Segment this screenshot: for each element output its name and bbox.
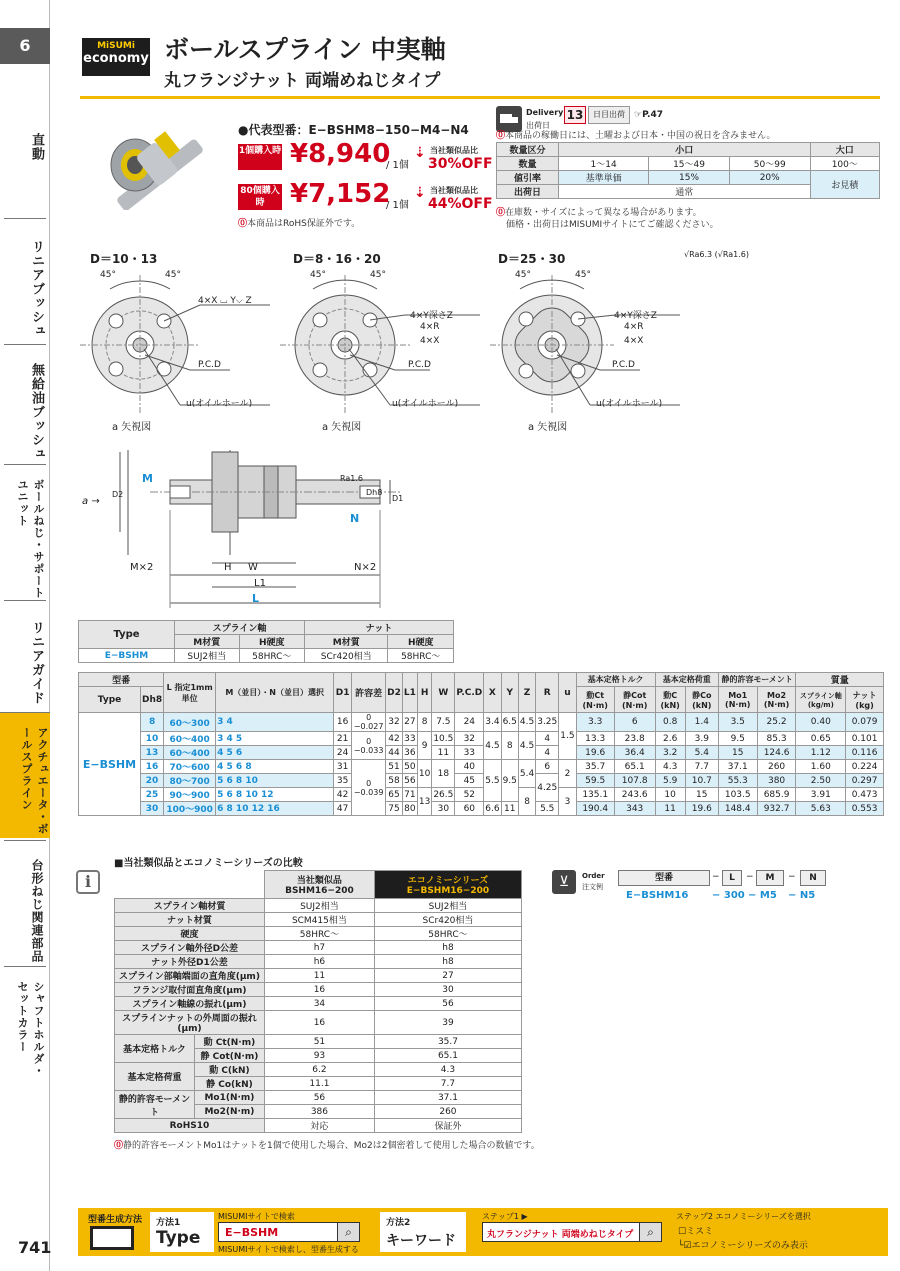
hole-r-label: 4×R	[624, 322, 644, 332]
side-l-label: L	[252, 592, 260, 605]
sidebar-tab-oilfree-bushing[interactable]: 無給油ブッシュ	[4, 344, 46, 464]
order-value-n: − N5	[788, 890, 816, 901]
step2-label: ステップ2 エコノミーシリーズを選択	[676, 1212, 811, 1221]
delivery-table: 数量区分 小口 大口 数量 1〜14 15〜49 50〜99 100〜 値引率 基準単価 15% 20% お見積 出荷日 通常	[496, 142, 880, 199]
rohs-note: ⓪本商品はRoHS保証外です。	[238, 219, 361, 229]
end-view-3	[490, 265, 690, 435]
method-label: 型番生成方法	[88, 1215, 143, 1225]
side-n-label: N	[350, 512, 360, 525]
warning-icon: ⓪	[496, 131, 506, 141]
m1-search-box[interactable]: E−BSHM ⌕	[218, 1222, 360, 1242]
table-row: 16 70〜600 4 5 6 8 31 0 −0.039 51 50 10 18 40 5.5 9.5 5.4 6 2 35.7 65.1 4.3 7.7 37.1 260 1.60 0.224	[79, 760, 884, 774]
delivery-foot-1: ⓪在庫数・サイズによって異なる場合があります。	[496, 208, 702, 218]
cart-icon: ⊻	[552, 870, 576, 894]
tier2-badge: 80個購入時	[238, 184, 282, 210]
delivery-foot-2: 価格・出荷日はMISUMIサイトにてご確認ください。	[506, 220, 719, 230]
view-label: a 矢視図	[112, 422, 152, 433]
warning-icon: ⓪	[238, 219, 248, 229]
view-label: a 矢視図	[528, 422, 568, 433]
order-value-model: E−BSHM16	[626, 890, 689, 901]
tier2-off: 44%OFF	[428, 196, 493, 212]
oil-hole-label: u(オイルホール)	[392, 399, 459, 409]
page-subtitle: 丸フランジナット 両端めねじタイプ	[164, 71, 441, 91]
side-d1-label: D1	[392, 494, 404, 503]
angle-label: 45°	[515, 270, 531, 280]
delivery-label-en: Delivery	[526, 108, 564, 117]
side-w-label: W	[248, 562, 258, 573]
search-icon[interactable]: ⌕	[639, 1223, 661, 1241]
order-value-l: − 300	[712, 890, 745, 901]
drawing-2-title: D＝8・16・20	[293, 252, 381, 266]
chapter-sidebar	[0, 0, 50, 1271]
order-value-m: − M5	[748, 890, 777, 901]
misumi-economy-logo: MiSUMi economy	[82, 38, 150, 76]
delivery-label-jp: 出荷日	[526, 121, 550, 130]
end-view-1	[80, 265, 280, 435]
material-table: Type スプライン軸 ナット M材質 H硬度 M材質 H硬度 E−BSHM SUJ2相当 58HRC〜 SCr420相当 58HRC〜	[78, 620, 454, 663]
delivery-days: 13	[564, 106, 586, 124]
angle-label: 45°	[165, 270, 181, 280]
compare-title: ■当社類似品とエコノミーシリーズの比較	[114, 858, 303, 869]
compare-table: 当社類似品 BSHM16−200 エコノミーシリーズ E−BSHM16−200 スプライン軸材質 SUJ2相当 SUJ2相当 ナット材質 SCM415相当 SCr420相当 硬度 58HRC〜 58HRC〜 スプライン軸外径D公差 h7 h8 ナット外径D1公差 h6 h8 スプライン部軸端面の直角度(μm) 11 27 フランジ取付面直角度(μm) 16 30 スプライン軸線の振れ(μm) 34 56 スプラインナットの外周面の振れ(μm) 16 39 基本定格トルク 動 Ct(N·m) 51 35.7 静 Cot(N·m) 93 65.1 基本定格荷重 動 C(kN) 6.2 4.3 静 Co(kN) 11.1 7.7 静的許容モーメント Mo1(N·m) 56 37.1 Mo2(N·m) 386 260 RoHS10 対応 保証外	[114, 870, 522, 1133]
down-arrow-icon: ⇣	[414, 185, 426, 201]
view-label: a 矢視図	[322, 422, 362, 433]
table-row: 10 60〜400 3 4 5 21 0 −0.033 42 33 9 10.5 32 4.5 8 4.5 4 13.3 23.8 2.6 3.9 9.5 85.3 0.65 0.101	[79, 732, 884, 746]
hole-spec-1: 4×X ⌴ Y⌵ Z	[198, 296, 252, 306]
table-row: E−BSHM 8 60〜300 3 4 16 0 −0.027 32 27 8 7.5 24 3.4 6.5 4.5 3.25 1.5 3.3 6 0.8 1.4 3.5 25.2 0.40 0.079	[79, 713, 884, 732]
order-label-jp: 注文例	[582, 883, 603, 891]
end-view-2	[280, 265, 490, 435]
method1-box: 方法1 Type	[150, 1212, 214, 1252]
pcd-label: P.C.D	[198, 360, 221, 370]
delivery-ref[interactable]: ☞P.47	[634, 110, 663, 120]
delivery-note: ⓪本商品の稼働日には、土曜および日本・中国の祝日を含みません。	[496, 131, 776, 141]
order-header-l: L	[722, 870, 742, 886]
warning-icon: ⓪	[114, 1141, 124, 1151]
side-ra-label: Ra1.6	[340, 474, 364, 483]
oil-hole-label: u(オイルホール)	[186, 399, 253, 409]
representative-model: ●代表型番：E−BSHM8−150−M4−N4	[238, 123, 469, 137]
info-icon: i	[76, 870, 100, 894]
option-misumi[interactable]: ☐ミスミ	[678, 1227, 714, 1237]
option-economy[interactable]: └☑エコノミーシリーズのみ表示	[678, 1241, 808, 1251]
tier2-price: ¥7,152	[290, 179, 391, 209]
method2-box: 方法2 キーワード	[380, 1212, 466, 1252]
sidebar-tab-ballscrew[interactable]: ボールねじ・サポートユニット	[4, 464, 46, 600]
table-row: 20 80〜700 5 6 8 10 35 58 56 45 4.25 59.5 107.8 5.9 10.7 55.3 380 2.50 0.297	[79, 774, 884, 788]
product-photo	[80, 105, 230, 210]
angle-label: 45°	[370, 270, 386, 280]
tier2-unit: / 1個	[386, 200, 409, 211]
angle-label: 45°	[310, 270, 326, 280]
warning-icon: ⓪	[496, 208, 506, 218]
delivery-days-label: 日目出荷	[588, 106, 630, 124]
page-number: 741	[18, 1238, 52, 1257]
book-icon: ☞	[634, 110, 643, 120]
drawing-1-title: D＝10・13	[90, 252, 158, 266]
sidebar-tab-linear-motion[interactable]: 直動	[29, 133, 44, 161]
monitor-icon	[90, 1226, 134, 1250]
roughness-symbols: √Ra6.3 (√Ra1.6)	[684, 250, 750, 259]
step1-label: ステップ1 ▶	[482, 1212, 528, 1221]
hole-r-label: 4×R	[420, 322, 440, 332]
side-m2-label: M×2	[130, 562, 154, 573]
order-header-model: 型番	[618, 870, 710, 886]
tier2-compare: 当社類似品比	[430, 186, 478, 195]
tier1-badge: 1個購入時	[238, 144, 282, 170]
sidebar-tab-shaft-holder[interactable]: シャフトホルダ・セットカラー	[4, 966, 46, 1086]
table-row: 25 90〜900 5 6 8 10 12 42 65 71 13 26.5 52 8 3 135.1 243.6 10 15 103.5 685.9 3.91 0.473	[79, 788, 884, 802]
pcd-label: P.C.D	[408, 360, 431, 370]
side-m-label: M	[142, 472, 153, 485]
bottom-search-bar	[78, 1208, 888, 1256]
order-header-n: N	[800, 870, 826, 886]
tier1-unit: / 1個	[386, 160, 409, 171]
side-n2-label: N×2	[354, 562, 377, 573]
spec-table: 型番 L 指定1mm単位 M（並目）・N（並目）選択 D1 許容差 D2 L1 H W P.C.D X Y Z R u 基本定格トルク 基本定格荷重 静的許容モーメント 質量 Type Dh8 動Ct (N·m) 静Cot (N·m) 動C (kN) 静Co (kN) Mo1 (N·m) Mo2 (N·m) スプライン軸 (kg/m) ナット (kg) E−BSHM 8 60〜300 3 4 16 0 −0.027 32 27 8 7.5 24 3.4 6.5 4.5 3.25 1.5 3.3 6 0.8 1.4 3.5 25.2 0.40 0.079 10 60〜400 3 4 5 21 0 −0.033 42 33 9 10.5 32 4.5 8 4.5 4 13.3 23.8 2.6 3.9 9.5 85.3 0.65 0.101 13 60〜400 4 5 6 24 44 36 11 33 4 19.6 36.4 3.2 5.4 15 124.6 1.12 0.116 16 70〜600 4 5 6 8 31 0 −0.039 51 50 10 18 40 5.5 9.5 5.4 6 2 35.7 65.1 4.3 7.7 37.1 260 1.60 0.224 20 80〜700 5 6 8 10 35 58 56 45 4.25 59.5 107.8 5.9 10.7 55.3 380 2.50 0.297 25 90〜900 5 6 8 10 12 42 65 71 13 26.5 52 8 3 135.1 243.6 10 15 103.5 685.9 3.91 0.473 30 100〜900 6 8 10 12 16 47 75 80 30 60 6.6 11 5.5 190.4 343 11 19.6 148.4 932.7 5.63 0.553	[78, 672, 884, 816]
hole-x-label: 4×X	[420, 336, 440, 346]
pcd-label: P.C.D	[612, 360, 635, 370]
hole-depth-label: 4×Y深さZ	[614, 311, 657, 321]
table-row: 30 100〜900 6 8 10 12 16 47 75 80 30 60 6.6 11 5.5 190.4 343 11 19.6 148.4 932.7 5.63 0.553	[79, 802, 884, 816]
sidebar-tab-actuator-ballspline[interactable]: アクチュエータ・ボールスプライン	[0, 712, 50, 838]
hole-x-label: 4×X	[624, 336, 644, 346]
drawing-3-title: D＝25・30	[498, 252, 566, 266]
m1-search-label: MISUMIサイトで検索	[218, 1212, 295, 1221]
order-header-m: M	[756, 870, 784, 886]
sidebar-tab-trapezoidal[interactable]: 台形ねじ関連部品	[4, 840, 46, 966]
side-a-label: a →	[82, 496, 100, 507]
m1-foot: MISUMIサイトで検索し、型番生成する	[218, 1245, 359, 1254]
angle-label: 45°	[100, 270, 116, 280]
search-icon[interactable]: ⌕	[337, 1223, 359, 1241]
side-h-label: H	[224, 562, 232, 573]
tier1-price: ¥8,940	[290, 139, 391, 169]
m2-search-box[interactable]: 丸フランジナット 両端めねじタイプ ⌕	[482, 1222, 662, 1242]
down-arrow-icon: ⇣	[414, 145, 426, 161]
tier1-compare: 当社類似品比	[430, 146, 478, 155]
tier1-off: 30%OFF	[428, 156, 493, 172]
header-divider	[80, 96, 880, 99]
chapter-number: 6	[0, 28, 50, 64]
side-l1-label: L1	[254, 578, 266, 589]
compare-footnote: ⓪静的許容モーメントMo1はナットを1個で使用した場合、Mo2は2個密着して使用した場合の数値です。	[114, 1141, 540, 1151]
sidebar-tab-linear-guide[interactable]: リニアガイド	[4, 600, 46, 710]
side-d2-label: D2	[112, 490, 124, 499]
hole-depth-label: 4×Y深さZ	[410, 311, 453, 321]
order-label-en: Order	[582, 872, 605, 880]
oil-hole-label: u(オイルホール)	[596, 399, 663, 409]
side-dh8-label: Dh8	[366, 488, 383, 497]
page-title: ボールスプライン 中実軸	[164, 35, 446, 64]
angle-label: 45°	[575, 270, 591, 280]
table-row: 13 60〜400 4 5 6 24 44 36 11 33 4 19.6 36.4 3.2 5.4 15 124.6 1.12 0.116	[79, 746, 884, 760]
sidebar-tab-linear-bushing[interactable]: リニアブッシュ	[4, 218, 46, 344]
